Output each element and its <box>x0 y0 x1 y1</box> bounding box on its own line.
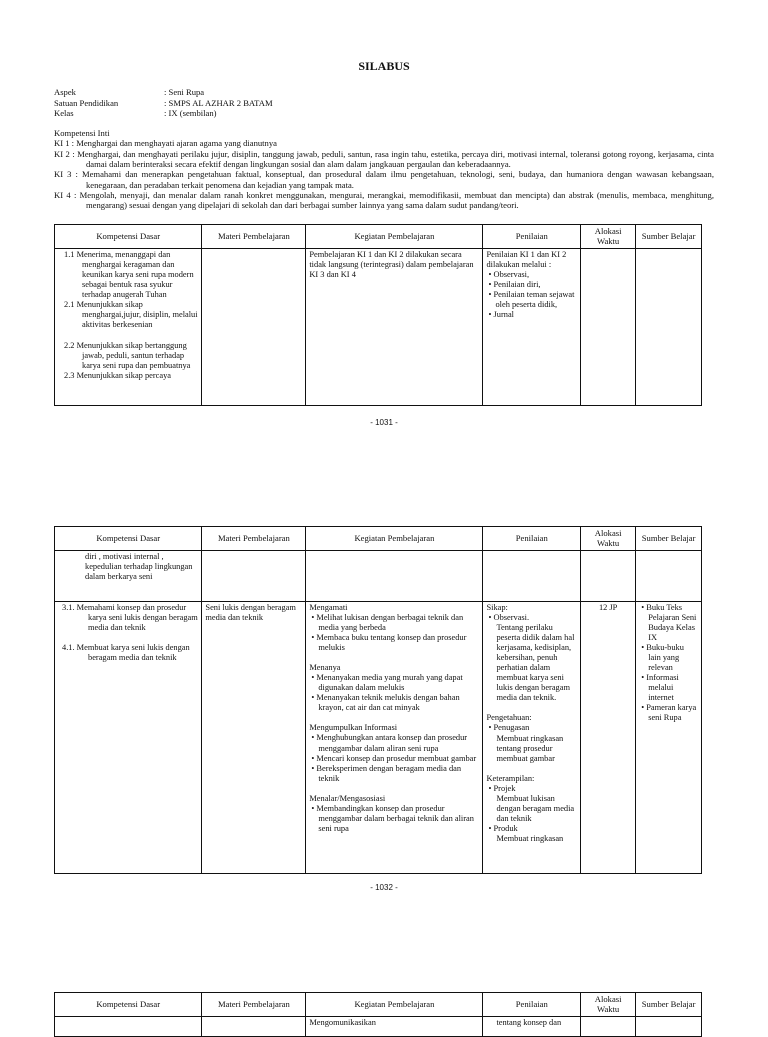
sumber-cell <box>636 1016 702 1036</box>
kd-item: 2.2 Menunjukkan sikap bertanggung jawab, peduli, santun terhadap karya seni rupa dan pembuatnya <box>64 341 191 371</box>
kd-cell <box>55 550 202 601</box>
header-kompetensi-dasar: Kompetensi Dasar <box>55 993 202 1017</box>
meta-value: : SMPS AL AZHAR 2 BATAM <box>164 97 273 108</box>
syllabus-table-page-2 <box>54 526 702 874</box>
penilaian-cell: tentang konsep dan <box>483 1016 581 1036</box>
kegiatan-heading: Menalar/Mengasosiasi <box>309 793 386 803</box>
kegiatan-item: • Menanyakan teknik melukis dengan bahan krayon, cat air dan cat minyak <box>311 693 460 713</box>
meta-label: Satuan Pendidikan <box>54 97 119 108</box>
kd-item: 4.1. Membuat karya seni lukis dengan beragam media dan teknik <box>62 642 190 662</box>
penilaian-intro: Penilaian KI 1 dan KI 2 dilakukan melalui : <box>486 249 567 269</box>
penilaian-item: • Penilaian teman sejawat oleh peserta didik, <box>488 289 575 310</box>
kd-cell <box>55 601 202 873</box>
kegiatan-item: • Bereksperimen dengan beragam media dan teknik <box>311 763 462 783</box>
sumber-item: • Informasi melalui internet <box>641 673 679 703</box>
kd-item: 1.1 Menerima, menanggapi dan menghargai keragaman dan keunikan karya seni rupa modern sebagai bentuk rasa syukur terhadap anugerah Tuhan <box>64 249 194 299</box>
header-penilaian: Penilaian <box>483 993 581 1017</box>
header-penilaian: Penilaian <box>483 527 581 551</box>
penilaian-cell <box>483 248 581 405</box>
kegiatan-cell <box>306 550 483 601</box>
header-kegiatan: Kegiatan Pembelajaran <box>306 993 483 1017</box>
page-number: - 1032 - <box>370 883 398 892</box>
header-kompetensi-dasar: Kompetensi Dasar <box>55 527 202 551</box>
penilaian-desc: Tentang perilaku peserta didik dalam hal kerjasama, kedisiplan, kebersihan, penuh perhatian dalam membuat karya seni lukis dengan beragam media dan teknik. <box>496 622 575 703</box>
meta-label: Kelas <box>54 108 74 118</box>
penilaian-item: • Observasi, <box>488 269 530 279</box>
kegiatan-item: • Menanyakan media yang murah yang dapat digunakan dalam melukis <box>311 673 463 693</box>
kd-cell <box>55 248 202 405</box>
alokasi-cell <box>581 1016 636 1036</box>
page-number: - 1031 - <box>370 418 398 427</box>
header-alokasi: Alokasi Waktu <box>581 225 636 249</box>
penilaian-heading: Pengetahuan: <box>486 713 532 723</box>
kd-continuation: diri , motivasi internal , kepedulian terhadap lingkungan dalam berkarya seni <box>85 551 193 581</box>
alokasi-cell <box>581 550 636 601</box>
penilaian-item: • Observasi. <box>488 612 530 622</box>
header-materi: Materi Pembelajaran <box>202 527 306 551</box>
meta-value: : IX (sembilan) <box>164 108 217 118</box>
sumber-item: • Buku Teks Pelajaran Seni Budaya Kelas IX <box>641 602 697 642</box>
penilaian-item: • Penugasan <box>488 723 530 733</box>
kegiatan-cell: Pembelajaran KI 1 dan KI 2 dilakukan secara tidak langsung (terintegrasi) dalam pembelajaran KI 3 dan KI 4 <box>306 248 483 405</box>
header-kegiatan: Kegiatan Pembelajaran <box>306 225 483 249</box>
penilaian-desc: Membuat ringkasan tentang prosedur membuat gambar <box>496 733 564 763</box>
ki-item: KI 2 : Menghargai, dan menghayati perilaku jujur, disiplin, tanggung jawab, peduli, santun, rasa ingin tahu, estetika, percaya diri, motivasi internal, toleransi gotong royong, kerjasama, cinta damai dalam berinteraksi secara efektif dengan lingkungan sosial dan alam dalam jangkauan pergaulan dan keberadaannya. <box>54 148 714 169</box>
penilaian-desc: Membuat ringkasan <box>496 834 564 844</box>
header-materi: Materi Pembelajaran <box>202 225 306 249</box>
kegiatan-item: • Menghubungkan antara konsep dan prosedur menggambar dalam aliran seni rupa <box>311 733 468 753</box>
kd-item: 2.1 Menunjukkan sikap menghargai,jujur, disiplin, melalui aktivitas berkesenian <box>64 300 198 330</box>
materi-cell: Seni lukis dengan beragam media dan teknik <box>202 601 306 873</box>
penilaian-heading: Keterampilan: <box>486 773 535 783</box>
meta-label: Aspek <box>54 87 76 97</box>
ki-item: KI 3 : Memahami dan menerapkan pengetahuan faktual, konseptual, dan prosedural dalam ilmu pengetahuan, teknologi, seni, budaya, dan humaniora dengan wawasan kebangsaan, kenegaraan, dan peradaban terkait penomena dan kejadian yang tampak mata. <box>54 169 714 190</box>
syllabus-table-page-3 <box>54 992 702 1037</box>
kegiatan-heading: Mengamati <box>309 602 348 612</box>
header-sumber: Sumber Belajar <box>636 225 702 249</box>
kd-item: 3.1. Memahami konsep dan prosedur karya seni lukis dengan beragam media dan teknik <box>62 602 198 632</box>
document-meta <box>54 87 273 119</box>
penilaian-cell <box>483 550 581 601</box>
syllabus-table-page-1 <box>54 224 702 406</box>
meta-value: : Seni Rupa <box>164 87 205 97</box>
sumber-item: • Buku-buku lain yang relevan <box>641 642 684 673</box>
materi-cell <box>202 248 306 405</box>
header-materi: Materi Pembelajaran <box>202 993 306 1017</box>
kegiatan-item: • Membaca buku tentang konsep dan prosedur melukis <box>311 632 467 652</box>
header-alokasi: Alokasi Waktu <box>581 993 636 1017</box>
kegiatan-item: • Melihat lukisan dengan berbagai teknik dan media yang berbeda <box>311 612 464 632</box>
header-kompetensi-dasar: Kompetensi Dasar <box>55 225 202 249</box>
sumber-cell <box>636 550 702 601</box>
alokasi-cell: 12 JP <box>581 601 636 873</box>
penilaian-heading: Sikap: <box>486 602 508 612</box>
kegiatan-item: • Mencari konsep dan prosedur membuat gambar <box>311 753 477 763</box>
sumber-cell <box>636 601 702 873</box>
header-sumber: Sumber Belajar <box>636 527 702 551</box>
kd-cell <box>55 1016 202 1036</box>
ki-item: KI 1 : Menghargai dan menghayati ajaran agama yang dianutnya <box>54 138 277 149</box>
header-kegiatan: Kegiatan Pembelajaran <box>306 527 483 551</box>
kompetensi-inti <box>54 128 714 211</box>
sumber-cell <box>636 248 702 405</box>
penilaian-item: • Penilaian diri, <box>488 279 541 289</box>
page-title: SILABUS <box>358 59 410 73</box>
alokasi-cell <box>581 248 636 405</box>
ki-heading: Kompetensi Inti <box>54 128 110 138</box>
kegiatan-heading: Menanya <box>309 663 341 673</box>
penilaian-item: • Jurnal <box>488 310 514 320</box>
ki-item: KI 4 : Mengolah, menyaji, dan menalar dalam ranah konkret menggunakan, mengurai, merangkai, memodifikasii, membuat dan mencipta) dan abstrak (menulis, membaca, menghitung, mengarang) sesuai dengan yang dipelajari di sekolah dan dari berbagai sumber lainnya yang sama dalam sudut pandang/teori. <box>54 189 714 211</box>
kd-item: 2.3 Menunjukkan sikap percaya <box>64 371 171 381</box>
penilaian-desc: Membuat lukisan dengan beragam media dan teknik <box>496 793 575 824</box>
kegiatan-cell <box>306 601 483 873</box>
penilaian-item: • Projek <box>488 783 516 793</box>
penilaian-cell <box>483 601 581 873</box>
kegiatan-cell: Mengomunikasikan <box>306 1016 483 1036</box>
materi-cell <box>202 1016 306 1036</box>
header-sumber: Sumber Belajar <box>636 993 702 1017</box>
penilaian-item: • Produk <box>488 824 518 834</box>
kegiatan-item: • Membandingkan konsep dan prosedur menggambar dalam berbagai teknik dan aliran seni rupa <box>311 803 474 834</box>
header-penilaian: Penilaian <box>483 225 581 249</box>
kegiatan-heading: Mengumpulkan Informasi <box>309 723 398 733</box>
header-alokasi: Alokasi Waktu <box>581 527 636 551</box>
sumber-item: • Pameran karya seni Rupa <box>641 703 697 723</box>
materi-cell <box>202 550 306 601</box>
